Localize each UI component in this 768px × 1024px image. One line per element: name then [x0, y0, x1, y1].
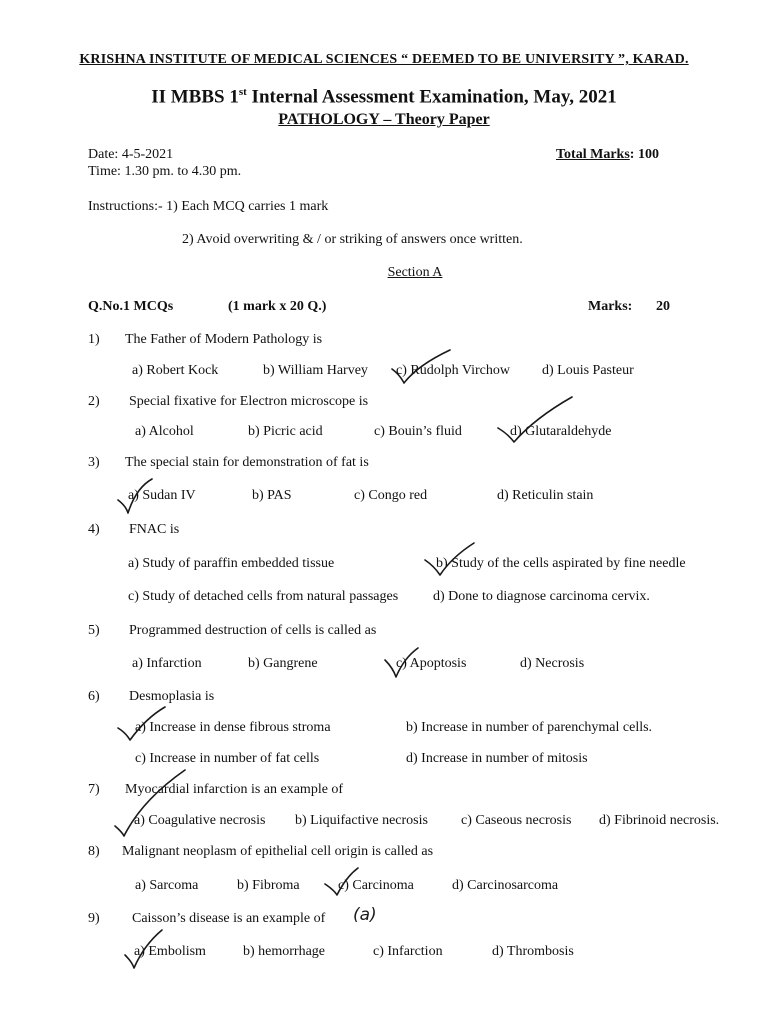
institute-name: KRISHNA INSTITUTE OF MEDICAL SCIENCES “ DEEMED TO BE UNIVERSITY ”, KARAD.	[79, 52, 689, 67]
option-ticked: c) Rudolph Virchow	[396, 363, 510, 378]
instruction-line-2: 2) Avoid overwriting & / or striking of answers once written.	[182, 232, 523, 247]
option-ticked: a) Increase in dense fibrous stroma	[135, 720, 331, 735]
option: b) Picric acid	[248, 424, 323, 439]
option: b) William Harvey	[263, 363, 368, 378]
option-ticked: d) Glutaraldehyde	[510, 424, 612, 439]
exam-title-suffix: Internal Assessment Examination, May, 2021	[246, 86, 617, 108]
exam-time: Time: 1.30 pm. to 4.30 pm.	[88, 164, 242, 179]
question-text: Programmed destruction of cells is called as	[129, 623, 377, 638]
option-ticked: c) Carcinoma	[338, 878, 414, 893]
option: a) Sarcoma	[135, 878, 199, 893]
question-block-marking: (1 mark x 20 Q.)	[228, 299, 327, 314]
question-text: Myocardial infarction is an example of	[125, 782, 344, 797]
option: a) Study of paraffin embedded tissue	[128, 556, 335, 571]
option: c) Caseous necrosis	[461, 813, 572, 828]
instruction-line-1: Instructions:- 1) Each MCQ carries 1 mark	[88, 199, 329, 214]
question-text: The Father of Modern Pathology is	[125, 332, 323, 347]
total-marks-value: : 100	[629, 147, 659, 162]
option: a) Alcohol	[135, 424, 194, 439]
exam-title	[0, 86, 768, 108]
option: d) Thrombosis	[492, 944, 574, 959]
option: d) Increase in number of mitosis	[406, 751, 588, 766]
option: a) Robert Kock	[132, 363, 219, 378]
option: b) Fibroma	[237, 878, 300, 893]
option: d) Fibrinoid necrosis.	[599, 813, 720, 828]
exam-title-superscript: st	[238, 86, 247, 98]
question-text: Special fixative for Electron microscope is	[129, 394, 369, 409]
option: c) Study of detached cells from natural passages	[128, 589, 399, 604]
option: b) hemorrhage	[243, 944, 326, 959]
option-ticked: a) Sudan IV	[128, 488, 196, 503]
option: c) Infarction	[373, 944, 443, 959]
question-text: FNAC is	[129, 522, 180, 537]
paper-title: PATHOLOGY – Theory Paper	[278, 111, 490, 128]
option: c) Bouin’s fluid	[374, 424, 462, 439]
option: b) PAS	[252, 488, 292, 503]
option: c) Congo red	[354, 488, 428, 503]
option-ticked: b) Study of the cells aspirated by fine needle	[436, 556, 686, 571]
option: d) Reticulin stain	[497, 488, 594, 503]
question-text: The special stain for demonstration of fat is	[125, 455, 369, 470]
exam-date: Date: 4-5-2021	[88, 147, 174, 162]
question-number: 6)	[88, 689, 100, 704]
option: d) Carcinosarcoma	[452, 878, 559, 893]
option: a) Infarction	[132, 656, 202, 671]
question-number: 2)	[88, 394, 100, 409]
option: b) Liquifactive necrosis	[295, 813, 428, 828]
question-number: 4)	[88, 522, 100, 537]
option: b) Gangrene	[248, 656, 318, 671]
question-block-marks-value: 20	[656, 299, 670, 314]
question-text: Malignant neoplasm of epithelial cell origin is called as	[122, 844, 434, 859]
question-block-marks-label: Marks:	[588, 299, 633, 314]
option: b) Increase in number of parenchymal cells.	[406, 720, 653, 735]
question-number: 8)	[88, 844, 100, 859]
exam-title-prefix: II MBBS 1	[151, 86, 239, 108]
question-text: Caisson’s disease is an example of	[132, 911, 326, 926]
option-ticked: a) Embolism	[134, 944, 206, 959]
question-block-number: Q.No.1 MCQs	[88, 299, 174, 314]
question-number: 5)	[88, 623, 100, 638]
option: d) Louis Pasteur	[542, 363, 634, 378]
section-heading: Section A	[387, 265, 443, 280]
option-ticked: a) Coagulative necrosis	[134, 813, 266, 828]
option: c) Increase in number of fat cells	[135, 751, 320, 766]
option: d) Done to diagnose carcinoma cervix.	[433, 589, 650, 604]
question-text: Desmoplasia is	[129, 689, 215, 704]
option: d) Necrosis	[520, 656, 585, 671]
total-marks-label: Total Marks	[556, 147, 630, 162]
option-ticked: c) Apoptosis	[396, 656, 467, 671]
question-number: 3)	[88, 455, 100, 470]
question-number: 1)	[88, 332, 100, 347]
question-number: 7)	[88, 782, 100, 797]
total-marks	[556, 147, 659, 163]
question-number: 9)	[88, 911, 100, 926]
handwritten-answer: (a)	[353, 905, 377, 925]
